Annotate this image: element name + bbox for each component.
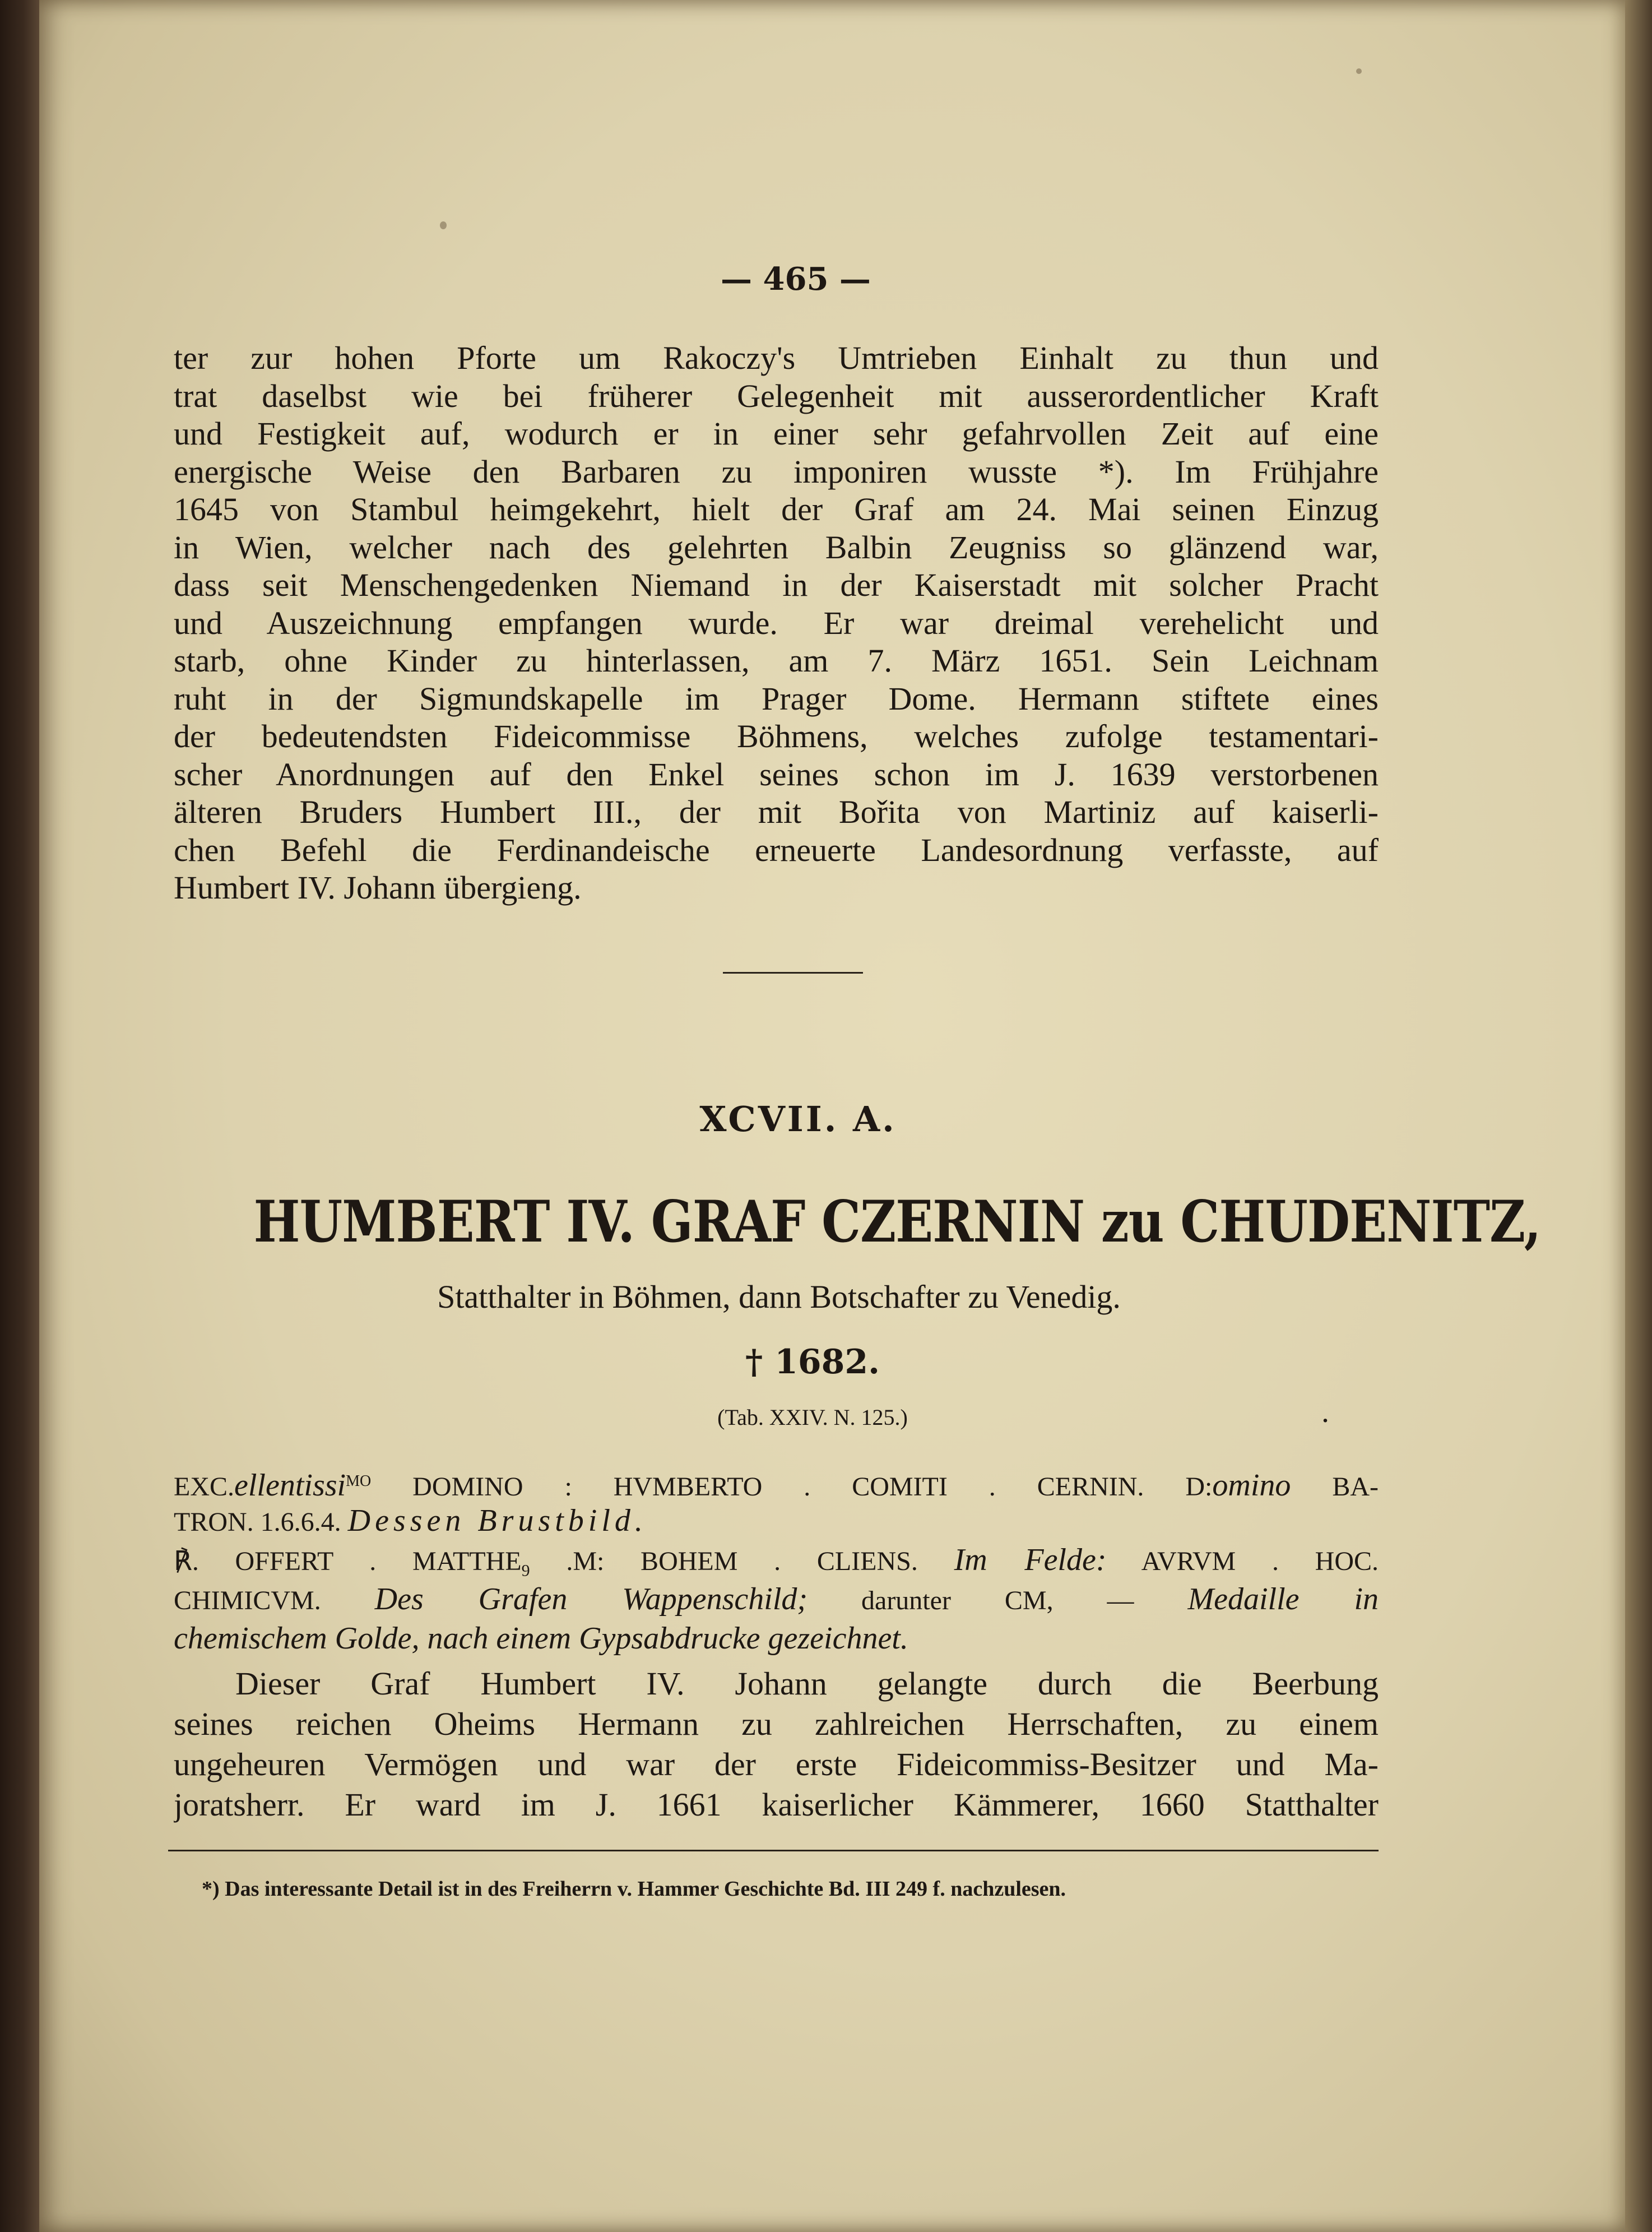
ink-speck <box>1356 68 1362 74</box>
text-line: ruht in der Sigmundskapelle im Prager Dome. Hermann stiftete eines <box>174 680 1379 717</box>
inscription-line: chemischem Golde, nach einem Gypsabdrucke gezeichnet. <box>174 1621 908 1656</box>
inscription-line: ℟. OFFERT . $MATTHE_9$ .M: BOHEM . CLIENS. Im Felde: AVRVM . HOC. <box>174 1543 1379 1580</box>
subtitle: Statthalter in Böhmen, dann Botschafter zu Venedig. <box>437 1279 1121 1315</box>
text-line: starb, ohne Kinder zu hinterlassen, am 7. März 1651. Sein Leichnam <box>174 642 1379 679</box>
text-line: 1645 von Stambul heimgekehrt, hielt der Graf am 24. Mai seinen Einzug <box>174 491 1379 527</box>
section-heading: XCVII. A. <box>699 1099 897 1140</box>
text-line: seines reichen Oheims Hermann zu zahlreichen Herrschaften, zu einem <box>174 1706 1379 1742</box>
text-line: Humbert IV. Johann übergieng. <box>174 869 582 906</box>
text-line: ungeheuren Vermögen und war der erste Fideicommiss-Besitzer und Ma- <box>174 1746 1379 1782</box>
text-line: trat daselbst wie bei früherer Gelegenheit mit ausserordentlicher Kraft <box>174 377 1379 414</box>
book-cover-edge <box>0 0 39 2232</box>
text-line: älteren Bruders Humbert III., der mit Bořita von Martiniz auf kaiserli- <box>174 794 1379 830</box>
text-line: und Festigkeit auf, wodurch er in einer sehr gefahrvollen Zeit auf eine <box>174 415 1379 452</box>
text-line: dass seit Menschengedenken Niemand in der Kaiserstadt mit solcher Pracht <box>174 567 1379 603</box>
footnote-rule <box>168 1850 1379 1851</box>
inscription-line: TRON. 1.6.6.4. Dessen Brustbild. <box>174 1503 647 1538</box>
stray-dot: . <box>1322 1402 1328 1427</box>
text-line: in Wien, welcher nach des gelehrten Balbin Zeugniss so glänzend war, <box>174 529 1379 566</box>
page-number: — 465 — <box>721 261 871 298</box>
text-line: energische Weise den Barbaren zu imponiren wusste *). Im Frühjahre <box>174 453 1379 490</box>
top-paragraph <box>174 339 1379 907</box>
death-year: † 1682. <box>745 1342 880 1382</box>
text-line: der bedeutendsten Fideicommisse Böhmens, welches zufolge testamentari- <box>174 718 1379 754</box>
inscription-line: CHIMICVM. Des Grafen Wappenschild; darunter CM, — Medaille in <box>174 1582 1379 1617</box>
medal-inscription <box>174 1462 1379 1658</box>
text-line: ter zur hohen Pforte um Rakoczy's Umtrieben Einhalt zu thun und <box>174 340 1379 376</box>
body-paragraph <box>174 1664 1379 1825</box>
plate-reference: (Tab. XXIV. N. 125.) <box>717 1405 908 1430</box>
text-line: chen Befehl die Ferdinandeische erneuerte Landesordnung verfasste, auf <box>174 831 1379 868</box>
section-divider <box>723 972 863 974</box>
text-line: scher Anordnungen auf den Enkel seines schon im J. 1639 verstorbenen <box>174 756 1379 793</box>
text-line: Dieser Graf Humbert IV. Johann gelangte durch die Beerbung <box>235 1665 1379 1702</box>
text-line: joratsherr. Er ward im J. 1661 kaiserlicher Kämmerer, 1660 Statthalter <box>174 1786 1379 1823</box>
ink-speck <box>440 221 447 229</box>
inscription-line: EXC.ellentissi$^{MO}$ DOMINO : HVMBERTO . COMITI . CERNIN. D:omino BA- <box>174 1468 1379 1501</box>
footnote: *) Das interessante Detail ist in des Freiherrn v. Hammer Geschichte Bd. III 249 f. nachzulesen. <box>202 1877 1066 1901</box>
text-line: und Auszeichnung empfangen wurde. Er war dreimal verehelicht und <box>174 604 1379 641</box>
page-edge-right <box>1625 0 1652 2232</box>
main-title: HUMBERT IV. GRAF CZERNIN zu CHUDENITZ, <box>253 1188 1541 1256</box>
